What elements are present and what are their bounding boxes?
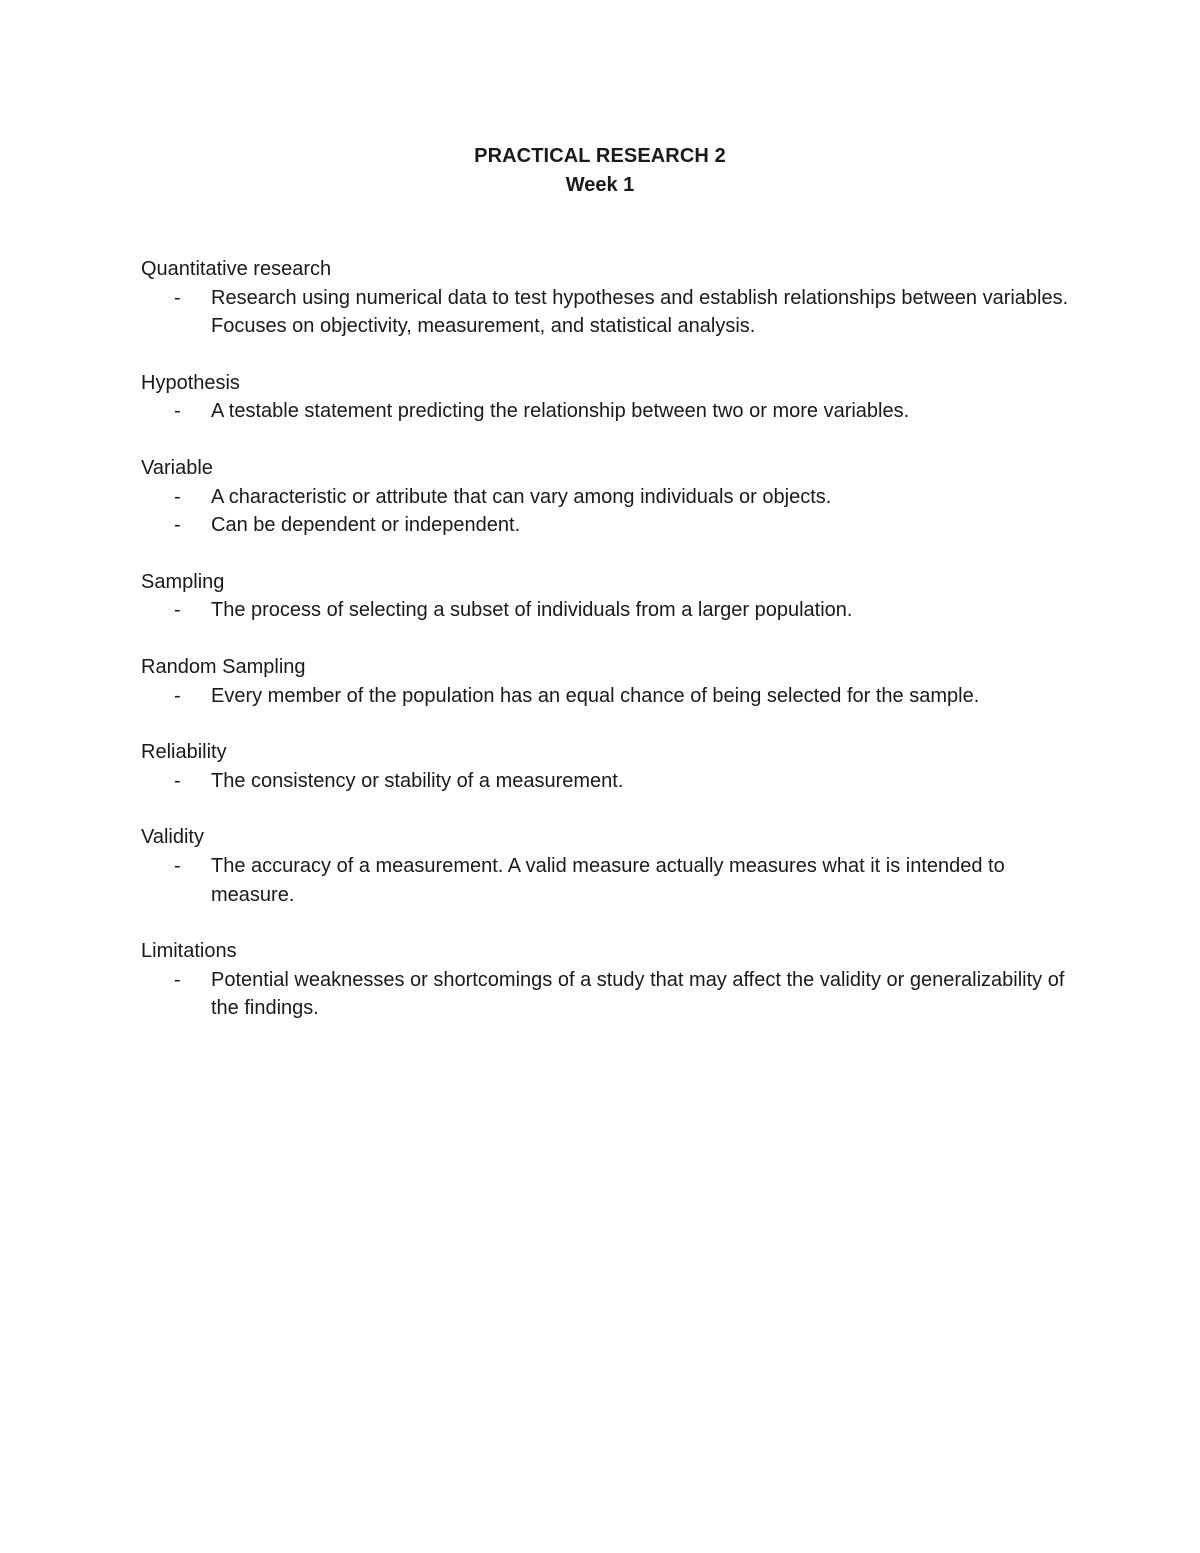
dash-bullet: -	[174, 769, 181, 792]
definition-item	[141, 511, 1071, 540]
definition-list	[141, 966, 1071, 1023]
definition-text: The consistency or stability of a measurement.	[211, 769, 624, 792]
definition-list	[141, 397, 1071, 426]
glossary-term: Sampling	[141, 570, 225, 593]
document-title: PRACTICAL RESEARCH 2	[474, 145, 726, 167]
glossary-term: Quantitative research	[141, 258, 332, 280]
definition-list	[141, 483, 1071, 540]
glossary-entry	[141, 738, 1071, 795]
definition-text: A characteristic or attribute that can vary among individuals or objects.	[211, 485, 832, 508]
definition-item	[141, 767, 1071, 796]
definition-list	[141, 767, 1071, 796]
glossary-term: Reliability	[141, 741, 227, 764]
glossary-term: Random Sampling	[141, 655, 306, 678]
dash-bullet: -	[174, 485, 181, 508]
glossary	[141, 255, 1071, 1051]
definition-list	[141, 284, 1071, 341]
glossary-entry	[141, 823, 1071, 909]
dash-bullet: -	[174, 400, 181, 423]
definition-item	[141, 483, 1071, 512]
glossary-entry	[141, 937, 1071, 1023]
dash-bullet: -	[174, 854, 181, 877]
definition-text: A testable statement predicting the relationship between two or more variables.	[211, 400, 910, 423]
glossary-entry	[141, 255, 1071, 341]
definition-list	[141, 682, 1071, 711]
glossary-term: Limitations	[141, 940, 237, 963]
definition-text: The process of selecting a subset of individuals from a larger population.	[211, 599, 853, 622]
dash-bullet: -	[174, 968, 181, 991]
glossary-term: Hypothesis	[141, 371, 240, 394]
definition-item	[141, 284, 1071, 341]
definition-item	[141, 852, 1071, 909]
glossary-entry	[141, 454, 1071, 540]
definition-list	[141, 596, 1071, 625]
document-subtitle: Week 1	[565, 174, 635, 196]
glossary-term: Validity	[141, 826, 204, 849]
definition-text: Research using numerical data to test hypotheses and establish relationships between variables. Focuses on objectivity, measurement, and statistical analysis.	[211, 286, 1069, 338]
definition-text: Potential weaknesses or shortcomings of a study that may affect the validity or generalizability of the findings.	[211, 968, 1065, 1020]
glossary-entry	[141, 653, 1071, 710]
definition-text: Can be dependent or independent.	[211, 514, 521, 537]
glossary-term: Variable	[141, 456, 213, 479]
dash-bullet: -	[174, 514, 181, 537]
definition-text: The accuracy of a measurement. A valid measure actually measures what it is intended to measure.	[211, 854, 1005, 906]
definition-text: Every member of the population has an equal chance of being selected for the sample.	[211, 684, 980, 707]
dash-bullet: -	[174, 599, 181, 622]
glossary-entry	[141, 369, 1071, 426]
definition-item	[141, 966, 1071, 1023]
definition-list	[141, 852, 1071, 909]
dash-bullet: -	[174, 286, 181, 309]
dash-bullet: -	[174, 684, 181, 707]
definition-item	[141, 397, 1071, 426]
glossary-entry	[141, 568, 1071, 625]
definition-item	[141, 596, 1071, 625]
definition-item	[141, 682, 1071, 711]
